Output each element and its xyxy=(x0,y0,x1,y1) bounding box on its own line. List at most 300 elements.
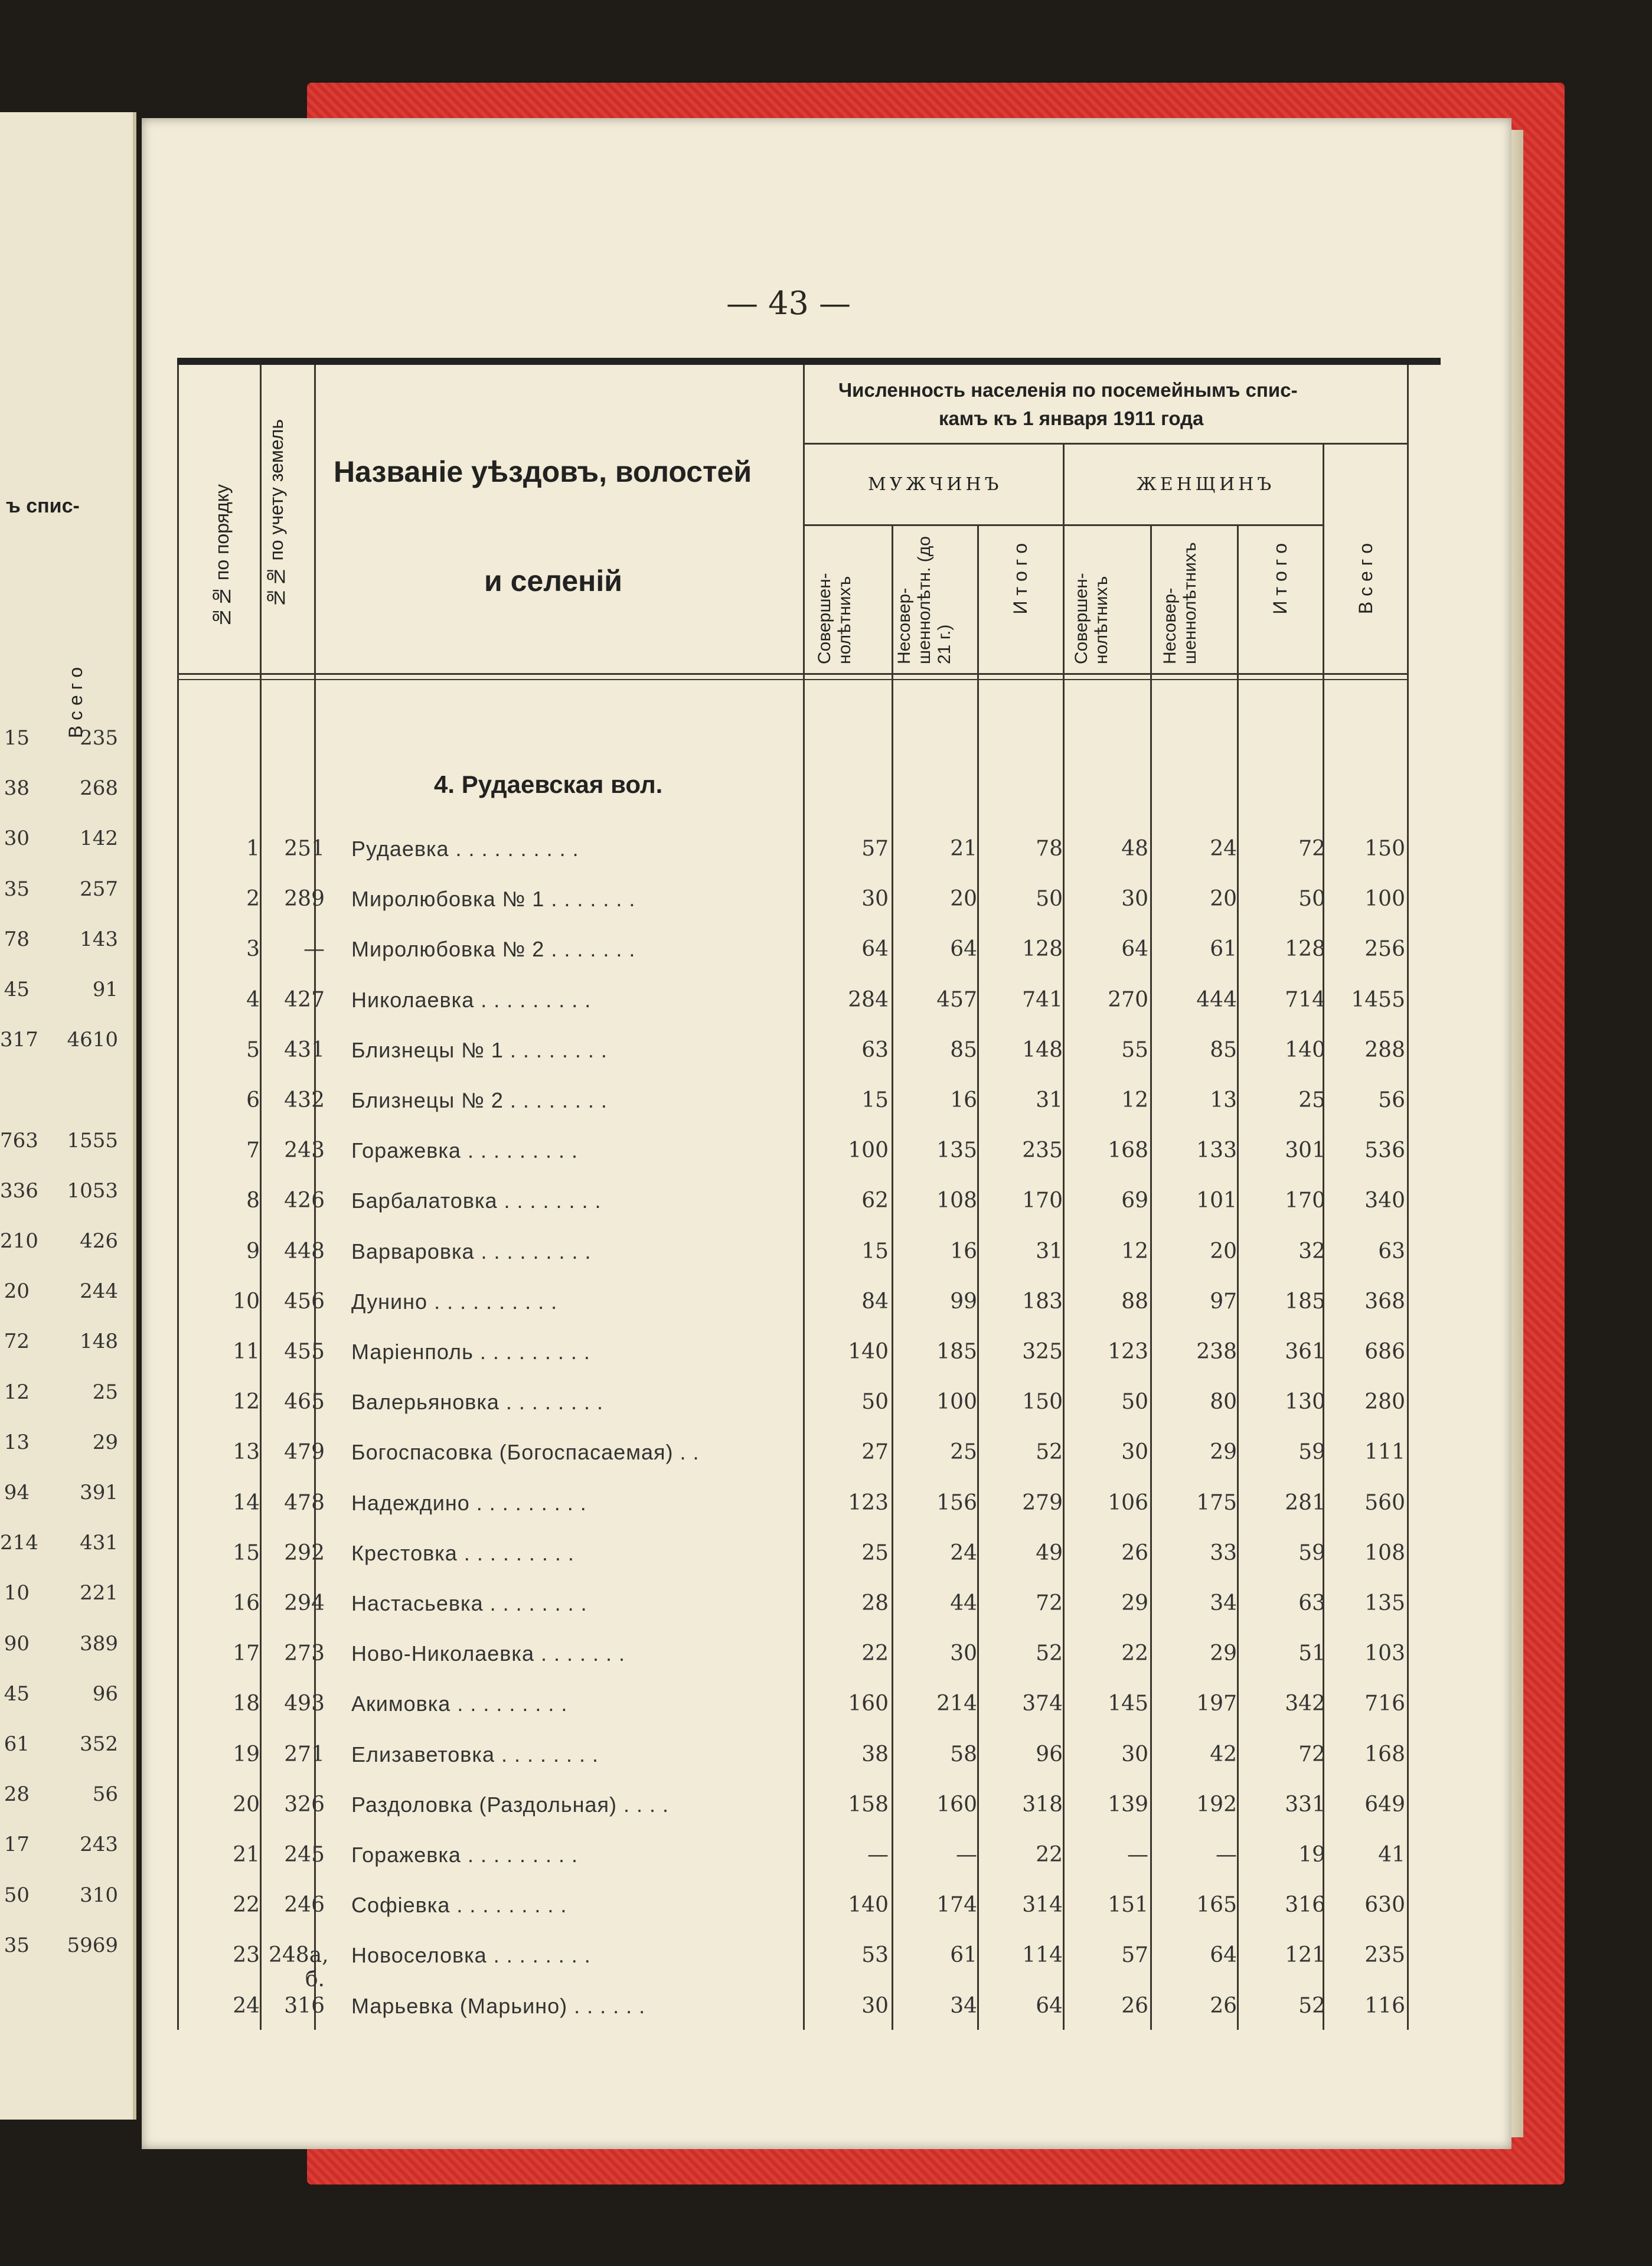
cell-f3: 301 xyxy=(1285,1138,1325,1163)
cell-land: 271 xyxy=(284,1742,325,1767)
left-cell: 1555 xyxy=(67,1128,118,1152)
table-row xyxy=(177,1025,1405,1076)
cell-name: Крестовка . . . . . . . . . xyxy=(351,1540,574,1565)
cell-f2: 34 xyxy=(1210,1591,1237,1615)
left-cell: 257 xyxy=(80,877,118,901)
cell-f3: 72 xyxy=(1298,1742,1325,1767)
cell-no: 17 xyxy=(233,1641,260,1666)
cell-no: 15 xyxy=(233,1540,260,1565)
cell-m2: 457 xyxy=(936,987,977,1012)
header-name-line1: Названіе уѣздовъ, волостей xyxy=(334,455,752,488)
cell-f3: 281 xyxy=(1285,1490,1325,1515)
cell-m2: 61 xyxy=(950,1943,977,1968)
cell-m2: 99 xyxy=(950,1289,977,1314)
cell-m2: 16 xyxy=(950,1239,977,1263)
cell-name: Новоселовка . . . . . . . . xyxy=(351,1943,591,1968)
cell-total: 368 xyxy=(1364,1289,1405,1314)
table-row xyxy=(177,1075,1405,1126)
left-cell: 391 xyxy=(80,1481,118,1504)
cell-m3: 72 xyxy=(1036,1591,1063,1615)
cell-m3: 49 xyxy=(1036,1540,1063,1565)
cell-land: 245 xyxy=(284,1843,325,1867)
cell-m1: 38 xyxy=(861,1742,889,1767)
cell-name: Софіевка . . . . . . . . . xyxy=(351,1893,567,1918)
cell-total: 560 xyxy=(1364,1490,1405,1515)
cell-f2: 197 xyxy=(1196,1692,1237,1716)
table-row xyxy=(177,1780,1405,1830)
header-grand-total: В с е г о xyxy=(1355,543,1376,615)
cell-m2: 108 xyxy=(936,1188,977,1213)
cell-no: 14 xyxy=(233,1490,260,1515)
cell-land: 246 xyxy=(284,1893,325,1918)
table-row xyxy=(177,1125,1405,1176)
cell-name: Горажевка . . . . . . . . . xyxy=(351,1843,578,1867)
cell-m1: 50 xyxy=(861,1390,889,1415)
left-cell: 50 xyxy=(4,1883,30,1907)
cell-f2: 13 xyxy=(1210,1088,1237,1112)
left-cell: 235 xyxy=(80,726,118,750)
header-name-line2: и селеній xyxy=(484,564,622,597)
header-population-line2: камъ къ 1 января 1911 года xyxy=(939,407,1204,429)
cell-f1: 26 xyxy=(1121,1540,1148,1565)
cell-land: 455 xyxy=(284,1340,325,1364)
left-cell: 1053 xyxy=(67,1178,118,1203)
left-cell: 20 xyxy=(4,1279,30,1304)
table-row xyxy=(177,824,1405,874)
cell-total: 116 xyxy=(1364,1993,1405,2018)
cell-land: 251 xyxy=(284,837,325,861)
cell-m3: 235 xyxy=(1022,1138,1063,1163)
table-row xyxy=(177,1226,1405,1277)
table-row xyxy=(177,1729,1405,1780)
left-cell: 317 xyxy=(0,1028,38,1052)
table-row xyxy=(177,1377,1405,1428)
cell-m2: 44 xyxy=(950,1591,977,1615)
cell-m2: 25 xyxy=(950,1440,977,1465)
cell-f2: 42 xyxy=(1210,1742,1237,1767)
cell-f2: 33 xyxy=(1210,1540,1237,1565)
cell-f3: 361 xyxy=(1285,1340,1325,1364)
left-cell: 10 xyxy=(4,1581,30,1605)
left-cell: 336 xyxy=(0,1178,38,1203)
cell-total: 135 xyxy=(1364,1591,1405,1615)
cell-total: 108 xyxy=(1364,1540,1405,1565)
left-cell: 94 xyxy=(4,1481,30,1504)
cell-m1: 100 xyxy=(848,1138,889,1163)
header-women-total: И т о г о xyxy=(1269,543,1291,615)
cell-land: 289 xyxy=(284,887,325,912)
cell-f3: 51 xyxy=(1298,1641,1325,1666)
cell-name: Миролюбовка № 2 . . . . . . . xyxy=(351,937,636,962)
cell-total: 630 xyxy=(1364,1893,1405,1918)
cell-f1: 57 xyxy=(1121,1943,1148,1968)
cell-m1: 57 xyxy=(861,837,889,861)
cell-total: 41 xyxy=(1378,1843,1405,1867)
cell-no: 12 xyxy=(233,1390,260,1415)
left-cell: 45 xyxy=(4,1681,30,1706)
cell-total: 111 xyxy=(1364,1440,1405,1465)
cell-no: 19 xyxy=(233,1742,260,1767)
cell-m1: 84 xyxy=(861,1289,889,1314)
cell-no: 10 xyxy=(233,1289,260,1314)
cell-m2: 16 xyxy=(950,1088,977,1112)
cell-m1: 123 xyxy=(848,1490,889,1515)
cell-name: Близнецы № 1 . . . . . . . . xyxy=(351,1037,608,1062)
cell-f2: 61 xyxy=(1210,937,1237,962)
cell-f1: 64 xyxy=(1121,937,1148,962)
cell-total: 63 xyxy=(1378,1239,1405,1263)
cell-m2: — xyxy=(956,1843,977,1867)
left-cell: 148 xyxy=(80,1330,118,1354)
cell-m3: 148 xyxy=(1022,1037,1063,1062)
table-row xyxy=(177,1981,1405,2032)
cell-f3: 316 xyxy=(1285,1893,1325,1918)
left-cell: 25 xyxy=(92,1380,118,1404)
table-row xyxy=(177,1628,1405,1679)
header-men-total: И т о г о xyxy=(1010,543,1031,615)
cell-no: 7 xyxy=(246,1138,260,1163)
left-cell: 38 xyxy=(4,776,30,801)
cell-m3: 318 xyxy=(1022,1792,1063,1817)
cell-total: 716 xyxy=(1364,1692,1405,1716)
left-cell: 91 xyxy=(92,978,118,1001)
cell-m1: 284 xyxy=(848,987,889,1012)
table-row xyxy=(177,1578,1405,1629)
cell-f1: 29 xyxy=(1121,1591,1148,1615)
cell-f1: 22 xyxy=(1121,1641,1148,1666)
cell-f1: 12 xyxy=(1121,1088,1148,1112)
table-row xyxy=(177,1880,1405,1931)
cell-name: Дунино . . . . . . . . . . xyxy=(351,1289,558,1314)
cell-f1: 139 xyxy=(1108,1792,1148,1817)
header-women: ЖЕНЩИНЪ xyxy=(1137,474,1275,495)
header-rule xyxy=(803,443,1407,445)
cell-m1: 15 xyxy=(861,1239,889,1263)
cell-f3: 59 xyxy=(1298,1540,1325,1565)
left-cell: 96 xyxy=(92,1681,118,1706)
section-title: 4. Рудаевская вол. xyxy=(434,770,663,798)
cell-f1: 26 xyxy=(1121,1993,1148,2018)
table-row xyxy=(177,1830,1405,1880)
header-bottom-rule xyxy=(177,673,1407,675)
cell-f1: — xyxy=(1127,1843,1148,1867)
cell-no: 23 xyxy=(233,1943,260,1968)
cell-land: 479 xyxy=(284,1440,325,1465)
left-cell: 763 xyxy=(0,1128,38,1152)
cell-f3: 32 xyxy=(1298,1239,1325,1263)
cell-f1: 151 xyxy=(1108,1893,1148,1918)
cell-f3: 714 xyxy=(1285,987,1325,1012)
cell-m3: 22 xyxy=(1036,1843,1063,1867)
cell-m3: 374 xyxy=(1022,1692,1063,1716)
cell-m2: 174 xyxy=(936,1893,977,1918)
cell-name: Настасьевка . . . . . . . . xyxy=(351,1591,587,1615)
cell-name: Маріенполь . . . . . . . . . xyxy=(351,1340,590,1364)
header-men-minor: Несовер- шеннолѣтн. (до 21 г.) xyxy=(894,536,954,664)
cell-no: 9 xyxy=(246,1239,260,1263)
cell-total: 340 xyxy=(1364,1188,1405,1213)
cell-land: 431 xyxy=(284,1037,325,1062)
cell-f3: 50 xyxy=(1298,887,1325,912)
left-cell: 142 xyxy=(80,827,118,851)
cell-f1: 55 xyxy=(1121,1037,1148,1062)
cell-m1: 160 xyxy=(848,1692,889,1716)
cell-name: Богоспасовка (Богоспасаемая) . . xyxy=(351,1440,700,1465)
cell-no: 11 xyxy=(233,1340,260,1364)
cell-m3: 52 xyxy=(1036,1641,1063,1666)
left-cell: 13 xyxy=(4,1430,30,1454)
header-men: МУЖЧИНЪ xyxy=(868,474,1003,495)
cell-m3: 64 xyxy=(1036,1993,1063,2018)
cell-m1: 30 xyxy=(861,887,889,912)
left-cell: 45 xyxy=(4,978,30,1001)
cell-m1: 64 xyxy=(861,937,889,962)
cell-land: 456 xyxy=(284,1289,325,1314)
cell-f2: 26 xyxy=(1210,1993,1237,2018)
cell-name: Горажевка . . . . . . . . . xyxy=(351,1138,578,1163)
cell-land: 427 xyxy=(284,987,325,1012)
cell-f1: 50 xyxy=(1121,1390,1148,1415)
cell-f2: 238 xyxy=(1196,1340,1237,1364)
cell-m3: 31 xyxy=(1036,1239,1063,1263)
table-row xyxy=(177,874,1405,925)
left-cell: 90 xyxy=(4,1631,30,1656)
cell-no: 2 xyxy=(246,887,260,912)
left-cell: 29 xyxy=(92,1430,118,1454)
cell-f2: — xyxy=(1216,1843,1237,1867)
cell-f3: 25 xyxy=(1298,1088,1325,1112)
cell-f1: 270 xyxy=(1108,987,1148,1012)
left-cell: 352 xyxy=(80,1732,118,1756)
cell-f1: 123 xyxy=(1108,1340,1148,1364)
left-cell: 17 xyxy=(4,1833,30,1857)
cell-name: Елизаветовка . . . . . . . . xyxy=(351,1742,599,1767)
table-row xyxy=(177,1327,1405,1377)
cell-m1: — xyxy=(867,1843,889,1867)
header-women-adult: Совершен- нолѣтнихъ xyxy=(1072,573,1111,664)
cell-f1: 30 xyxy=(1121,1742,1148,1767)
cell-m3: 170 xyxy=(1022,1188,1063,1213)
cell-m3: 314 xyxy=(1022,1893,1063,1918)
cell-name: Марьевка (Марьино) . . . . . . xyxy=(351,1993,646,2018)
cell-f1: 88 xyxy=(1121,1289,1148,1314)
left-cell: 35 xyxy=(4,1933,30,1957)
cell-no: 4 xyxy=(246,987,260,1012)
cell-m1: 15 xyxy=(861,1088,889,1112)
cell-land: — xyxy=(303,937,325,962)
cell-no: 24 xyxy=(233,1993,260,2018)
cell-land: 478 xyxy=(284,1490,325,1515)
cell-f3: 185 xyxy=(1285,1289,1325,1314)
cell-f2: 29 xyxy=(1210,1641,1237,1666)
cell-f2: 64 xyxy=(1210,1943,1237,1968)
cell-m2: 85 xyxy=(950,1037,977,1062)
cell-f3: 72 xyxy=(1298,837,1325,861)
cell-name: Акимовка . . . . . . . . . xyxy=(351,1692,568,1716)
cell-f3: 331 xyxy=(1285,1792,1325,1817)
cell-total: 288 xyxy=(1364,1037,1405,1062)
cell-m3: 31 xyxy=(1036,1088,1063,1112)
cell-total: 235 xyxy=(1364,1943,1405,1968)
cell-f2: 80 xyxy=(1210,1390,1237,1415)
cell-f2: 101 xyxy=(1196,1188,1237,1213)
cell-m3: 128 xyxy=(1022,937,1063,962)
cell-name: Барбалатовка . . . . . . . . xyxy=(351,1188,602,1213)
page-number: — 43 — xyxy=(726,285,851,322)
cell-name: Ново-Николаевка . . . . . . . xyxy=(351,1641,626,1666)
cell-f1: 30 xyxy=(1121,887,1148,912)
cell-f2: 444 xyxy=(1196,987,1237,1012)
cell-f2: 192 xyxy=(1196,1792,1237,1817)
cell-f3: 121 xyxy=(1285,1943,1325,1968)
header-men-adult: Совершен- нолѣтнихъ xyxy=(815,573,854,664)
left-cell: 30 xyxy=(4,827,30,851)
table-border-right xyxy=(1407,365,1409,2030)
cell-m2: 185 xyxy=(936,1340,977,1364)
cell-m2: 34 xyxy=(950,1993,977,2018)
cell-land: 326 xyxy=(284,1792,325,1817)
cell-total: 280 xyxy=(1364,1390,1405,1415)
cell-m2: 30 xyxy=(950,1641,977,1666)
cell-name: Раздоловка (Раздольная) . . . . xyxy=(351,1792,670,1817)
cell-f3: 59 xyxy=(1298,1440,1325,1465)
cell-no: 21 xyxy=(233,1843,260,1867)
cell-m3: 50 xyxy=(1036,887,1063,912)
table-row xyxy=(177,1427,1405,1478)
cell-f2: 85 xyxy=(1210,1037,1237,1062)
cell-no: 1 xyxy=(246,837,260,861)
cell-total: 256 xyxy=(1364,937,1405,962)
cell-f2: 165 xyxy=(1196,1893,1237,1918)
table-row xyxy=(177,924,1405,975)
cell-m1: 53 xyxy=(861,1943,889,1968)
cell-total: 103 xyxy=(1364,1641,1405,1666)
cell-f1: 106 xyxy=(1108,1490,1148,1515)
cell-f3: 19 xyxy=(1298,1843,1325,1867)
cell-total: 56 xyxy=(1378,1088,1405,1112)
cell-m1: 25 xyxy=(861,1540,889,1565)
cell-land: 248а, б. xyxy=(269,1943,329,1992)
cell-name: Валерьяновка . . . . . . . . xyxy=(351,1390,603,1415)
cell-m2: 100 xyxy=(936,1390,977,1415)
left-cell: 243 xyxy=(80,1833,118,1857)
cell-no: 5 xyxy=(246,1037,260,1062)
cell-name: Варваровка . . . . . . . . . xyxy=(351,1239,592,1263)
left-page-vsego: В с е г о xyxy=(65,667,86,739)
cell-m1: 22 xyxy=(861,1641,889,1666)
cell-no: 3 xyxy=(246,937,260,962)
table-row xyxy=(177,1528,1405,1579)
cell-name: Надеждино . . . . . . . . . xyxy=(351,1490,587,1515)
table-row xyxy=(177,1276,1405,1327)
left-cell: 4610 xyxy=(67,1028,118,1052)
cell-f3: 52 xyxy=(1298,1993,1325,2018)
left-cell: 214 xyxy=(0,1531,38,1555)
table-top-rule xyxy=(177,358,1441,365)
cell-m1: 63 xyxy=(861,1037,889,1062)
cell-total: 686 xyxy=(1364,1340,1405,1364)
cell-f2: 20 xyxy=(1210,1239,1237,1263)
cell-m3: 96 xyxy=(1036,1742,1063,1767)
cell-m2: 160 xyxy=(936,1792,977,1817)
cell-m1: 140 xyxy=(848,1340,889,1364)
left-page xyxy=(0,112,136,2120)
cell-m2: 156 xyxy=(936,1490,977,1515)
table-row xyxy=(177,1679,1405,1729)
header-land-number: №№ по учету земель xyxy=(266,419,287,609)
cell-no: 6 xyxy=(246,1088,260,1112)
left-cell: 431 xyxy=(80,1531,118,1555)
left-cell: 244 xyxy=(80,1279,118,1304)
cell-m3: 183 xyxy=(1022,1289,1063,1314)
cell-f2: 29 xyxy=(1210,1440,1237,1465)
cell-m3: 78 xyxy=(1036,837,1063,861)
cell-f3: 140 xyxy=(1285,1037,1325,1062)
cell-no: 16 xyxy=(233,1591,260,1615)
left-cell: 268 xyxy=(80,776,118,801)
cell-f2: 133 xyxy=(1196,1138,1237,1163)
cell-m2: 24 xyxy=(950,1540,977,1565)
cell-f3: 130 xyxy=(1285,1390,1325,1415)
cell-total: 536 xyxy=(1364,1138,1405,1163)
cell-total: 649 xyxy=(1364,1792,1405,1817)
left-cell: 12 xyxy=(4,1380,30,1404)
cell-f2: 24 xyxy=(1210,837,1237,861)
left-cell: 15 xyxy=(4,726,30,750)
cell-no: 20 xyxy=(233,1792,260,1817)
cell-m2: 58 xyxy=(950,1742,977,1767)
left-cell: 143 xyxy=(80,927,118,951)
cell-total: 100 xyxy=(1364,887,1405,912)
left-cell: 426 xyxy=(80,1229,118,1253)
left-cell: 28 xyxy=(4,1782,30,1807)
cell-f1: 30 xyxy=(1121,1440,1148,1465)
cell-total: 168 xyxy=(1364,1742,1405,1767)
cell-land: 426 xyxy=(284,1188,325,1213)
cell-land: 448 xyxy=(284,1239,325,1263)
cell-m3: 150 xyxy=(1022,1390,1063,1415)
cell-f2: 175 xyxy=(1196,1490,1237,1515)
cell-m2: 20 xyxy=(950,887,977,912)
cell-land: 292 xyxy=(284,1540,325,1565)
cell-land: 243 xyxy=(284,1138,325,1163)
cell-land: 432 xyxy=(284,1088,325,1112)
table-row xyxy=(177,975,1405,1026)
cell-name: Близнецы № 2 . . . . . . . . xyxy=(351,1088,608,1112)
left-cell: 56 xyxy=(92,1782,118,1807)
cell-f1: 48 xyxy=(1121,837,1148,861)
cell-m1: 30 xyxy=(861,1993,889,2018)
cell-f1: 168 xyxy=(1108,1138,1148,1163)
table-row xyxy=(177,1478,1405,1529)
table-row xyxy=(177,1176,1405,1226)
left-cell: 389 xyxy=(80,1631,118,1656)
cell-m3: 52 xyxy=(1036,1440,1063,1465)
cell-land: 294 xyxy=(284,1591,325,1615)
cell-m2: 64 xyxy=(950,937,977,962)
header-population-line1: Численность населенія по посемейнымъ спис- xyxy=(838,379,1298,401)
cell-f3: 342 xyxy=(1285,1692,1325,1716)
cell-no: 22 xyxy=(233,1893,260,1918)
cell-m2: 21 xyxy=(950,837,977,861)
left-cell: 210 xyxy=(0,1229,38,1253)
cell-f1: 145 xyxy=(1108,1692,1148,1716)
header-rule xyxy=(803,524,1323,526)
cell-land: 273 xyxy=(284,1641,325,1666)
cell-total: 150 xyxy=(1364,837,1405,861)
left-cell: 221 xyxy=(80,1581,118,1605)
left-cell: 310 xyxy=(80,1883,118,1907)
